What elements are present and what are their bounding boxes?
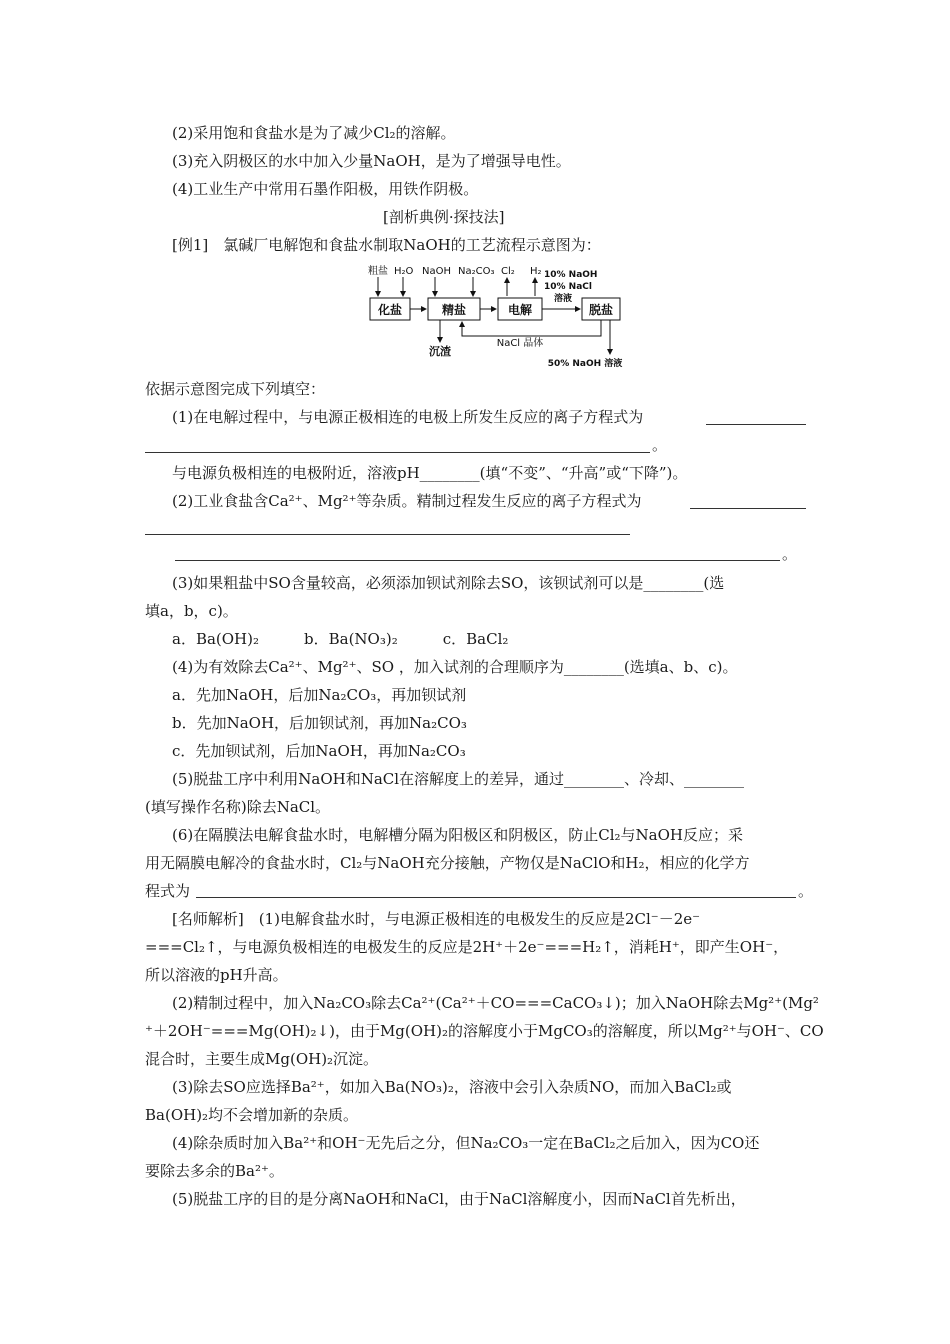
label-h2: H₂ xyxy=(530,266,542,277)
text-line: 用无隔膜电解冷的食盐水时，Cl₂与NaOH充分接触，产物仅是NaClO和H₂，相应的化学方 xyxy=(145,854,750,872)
question-1: (1)在电解过程中，与电源正极相连的电极上所发生反应的离子方程式为 xyxy=(172,408,644,426)
label-out-nacl: 10% NaCl xyxy=(544,282,592,292)
box-electrolysis: 电解 xyxy=(507,303,533,317)
section-heading: [剖析典例·探技法] xyxy=(383,208,505,226)
analysis-4: (4)除杂质时加入Ba²⁺和OH⁻无先后之分，但Na₂CO₃一定在BaCl₂之后加入，因为CO还 xyxy=(172,1134,760,1152)
question-2: (2)工业食盐含Ca²⁺、Mg²⁺等杂质。精制过程发生反应的离子方程式为 xyxy=(172,492,642,510)
analysis-3: (3)除去SO应选择Ba²⁺，如加入Ba(NO₃)₂，溶液中会引入杂质NO，而加入BaCl₂或 xyxy=(172,1078,732,1096)
analysis-2: (2)精制过程中，加入Na₂CO₃除去Ca²⁺(Ca²⁺＋CO===CaCO₃↓)；加入NaOH除去Mg²⁺(Mg² xyxy=(172,994,819,1012)
process-flow-diagram xyxy=(360,262,630,372)
analysis-1: [名师解析] (1)电解食盐水时，与电源正极相连的电极发生的反应是2Cl⁻－2e⁻ xyxy=(172,910,701,928)
text-line: 要除去多余的Ba²⁺。 xyxy=(145,1162,284,1180)
text-line: 。 xyxy=(798,882,814,900)
question-6: (6)在隔膜法电解食盐水时，电解槽分隔为阳极区和阴极区，防止Cl₂与NaOH反应；采 xyxy=(172,826,743,844)
text-line: 程式为 xyxy=(145,882,191,900)
text-line: 混合时，主要生成Mg(OH)₂沉淀。 xyxy=(145,1050,379,1068)
label-na2co3: Na₂CO₃ xyxy=(458,266,495,277)
options-line: a．Ba(OH)₂ b．Ba(NO₃)₂ c．BaCl₂ xyxy=(172,630,509,648)
answer-blank xyxy=(145,534,630,535)
label-product: 50% NaOH 溶液 xyxy=(547,359,623,369)
option-a: a．先加NaOH，后加Na₂CO₃，再加钡试剂 xyxy=(172,686,467,704)
option-c: c．先加钡试剂，后加NaOH，再加Na₂CO₃ xyxy=(172,742,466,760)
text-line: ===Cl₂↑，与电源负极相连的电极发生的反应是2H⁺＋2e⁻===H₂↑，消耗H⁺，即产生OH⁻， xyxy=(145,938,789,956)
label-sediment: 沉渣 xyxy=(429,345,451,358)
label-nacl-crystal: NaCl 晶体 xyxy=(496,338,544,349)
label-out-solution: 溶液 xyxy=(554,294,573,304)
label-water: H₂O xyxy=(394,266,414,277)
question-3: (3)如果粗盐中SO含量较高，必须添加钡试剂除去SO，该钡试剂可以是________(选 xyxy=(172,574,725,592)
text-line: (4)工业生产中常用石墨作阳极，用铁作阴极。 xyxy=(172,180,479,198)
text-line: (2)采用饱和食盐水是为了减少Cl₂的溶解。 xyxy=(172,124,456,142)
answer-blank xyxy=(690,508,806,509)
text-line: 。 xyxy=(782,545,798,563)
example-title: [例1] 氯碱厂电解饱和食盐水制取NaOH的工艺流程示意图为： xyxy=(172,236,601,254)
option-b: b．先加NaOH，后加钡试剂，再加Na₂CO₃ xyxy=(172,714,467,732)
text-line: ⁺＋2OH⁻===Mg(OH)₂↓)，由于Mg(OH)₂的溶解度小于MgCO₃的溶解度，所以Mg²⁺与OH⁻、CO xyxy=(145,1022,824,1040)
label-naoh-input: NaOH xyxy=(422,266,451,277)
text-line: 所以溶液的pH升高。 xyxy=(145,966,288,984)
analysis-5: (5)脱盐工序的目的是分离NaOH和NaCl，由于NaCl溶解度小，因而NaCl首先析出， xyxy=(172,1190,746,1208)
box-dissolve: 化盐 xyxy=(377,303,403,317)
label-cl2: Cl₂ xyxy=(501,266,515,277)
text-line: Ba(OH)₂均不会增加新的杂质。 xyxy=(145,1106,359,1124)
text-line: (填写操作名称)除去NaCl。 xyxy=(145,798,331,816)
question-4: (4)为有效除去Ca²⁺、Mg²⁺、SO ，加入试剂的合理顺序为________(选填a、b、c)。 xyxy=(172,658,738,676)
answer-blank xyxy=(196,897,796,898)
answer-blank xyxy=(175,560,780,561)
answer-blank xyxy=(145,452,650,453)
text-line: (3)充入阴极区的水中加入少量NaOH，是为了增强导电性。 xyxy=(172,152,571,170)
label-out-naoh: 10% NaOH xyxy=(544,270,598,280)
box-desalt: 脱盐 xyxy=(588,303,614,317)
text-line: 与电源负极相连的电极附近，溶液pH________(填“不变”、“升高”或“下降”)。 xyxy=(172,464,688,482)
label-crude-salt: 粗盐 xyxy=(368,266,388,277)
question-5: (5)脱盐工序中利用NaOH和NaCl在溶解度上的差异，通过________、冷却、________ xyxy=(172,770,745,788)
text-line: 。 xyxy=(652,436,668,454)
box-refine: 精盐 xyxy=(441,303,467,317)
text-line: 依据示意图完成下列填空： xyxy=(145,380,326,398)
answer-blank xyxy=(706,424,806,425)
text-line: 填a，b，c)。 xyxy=(145,602,238,620)
